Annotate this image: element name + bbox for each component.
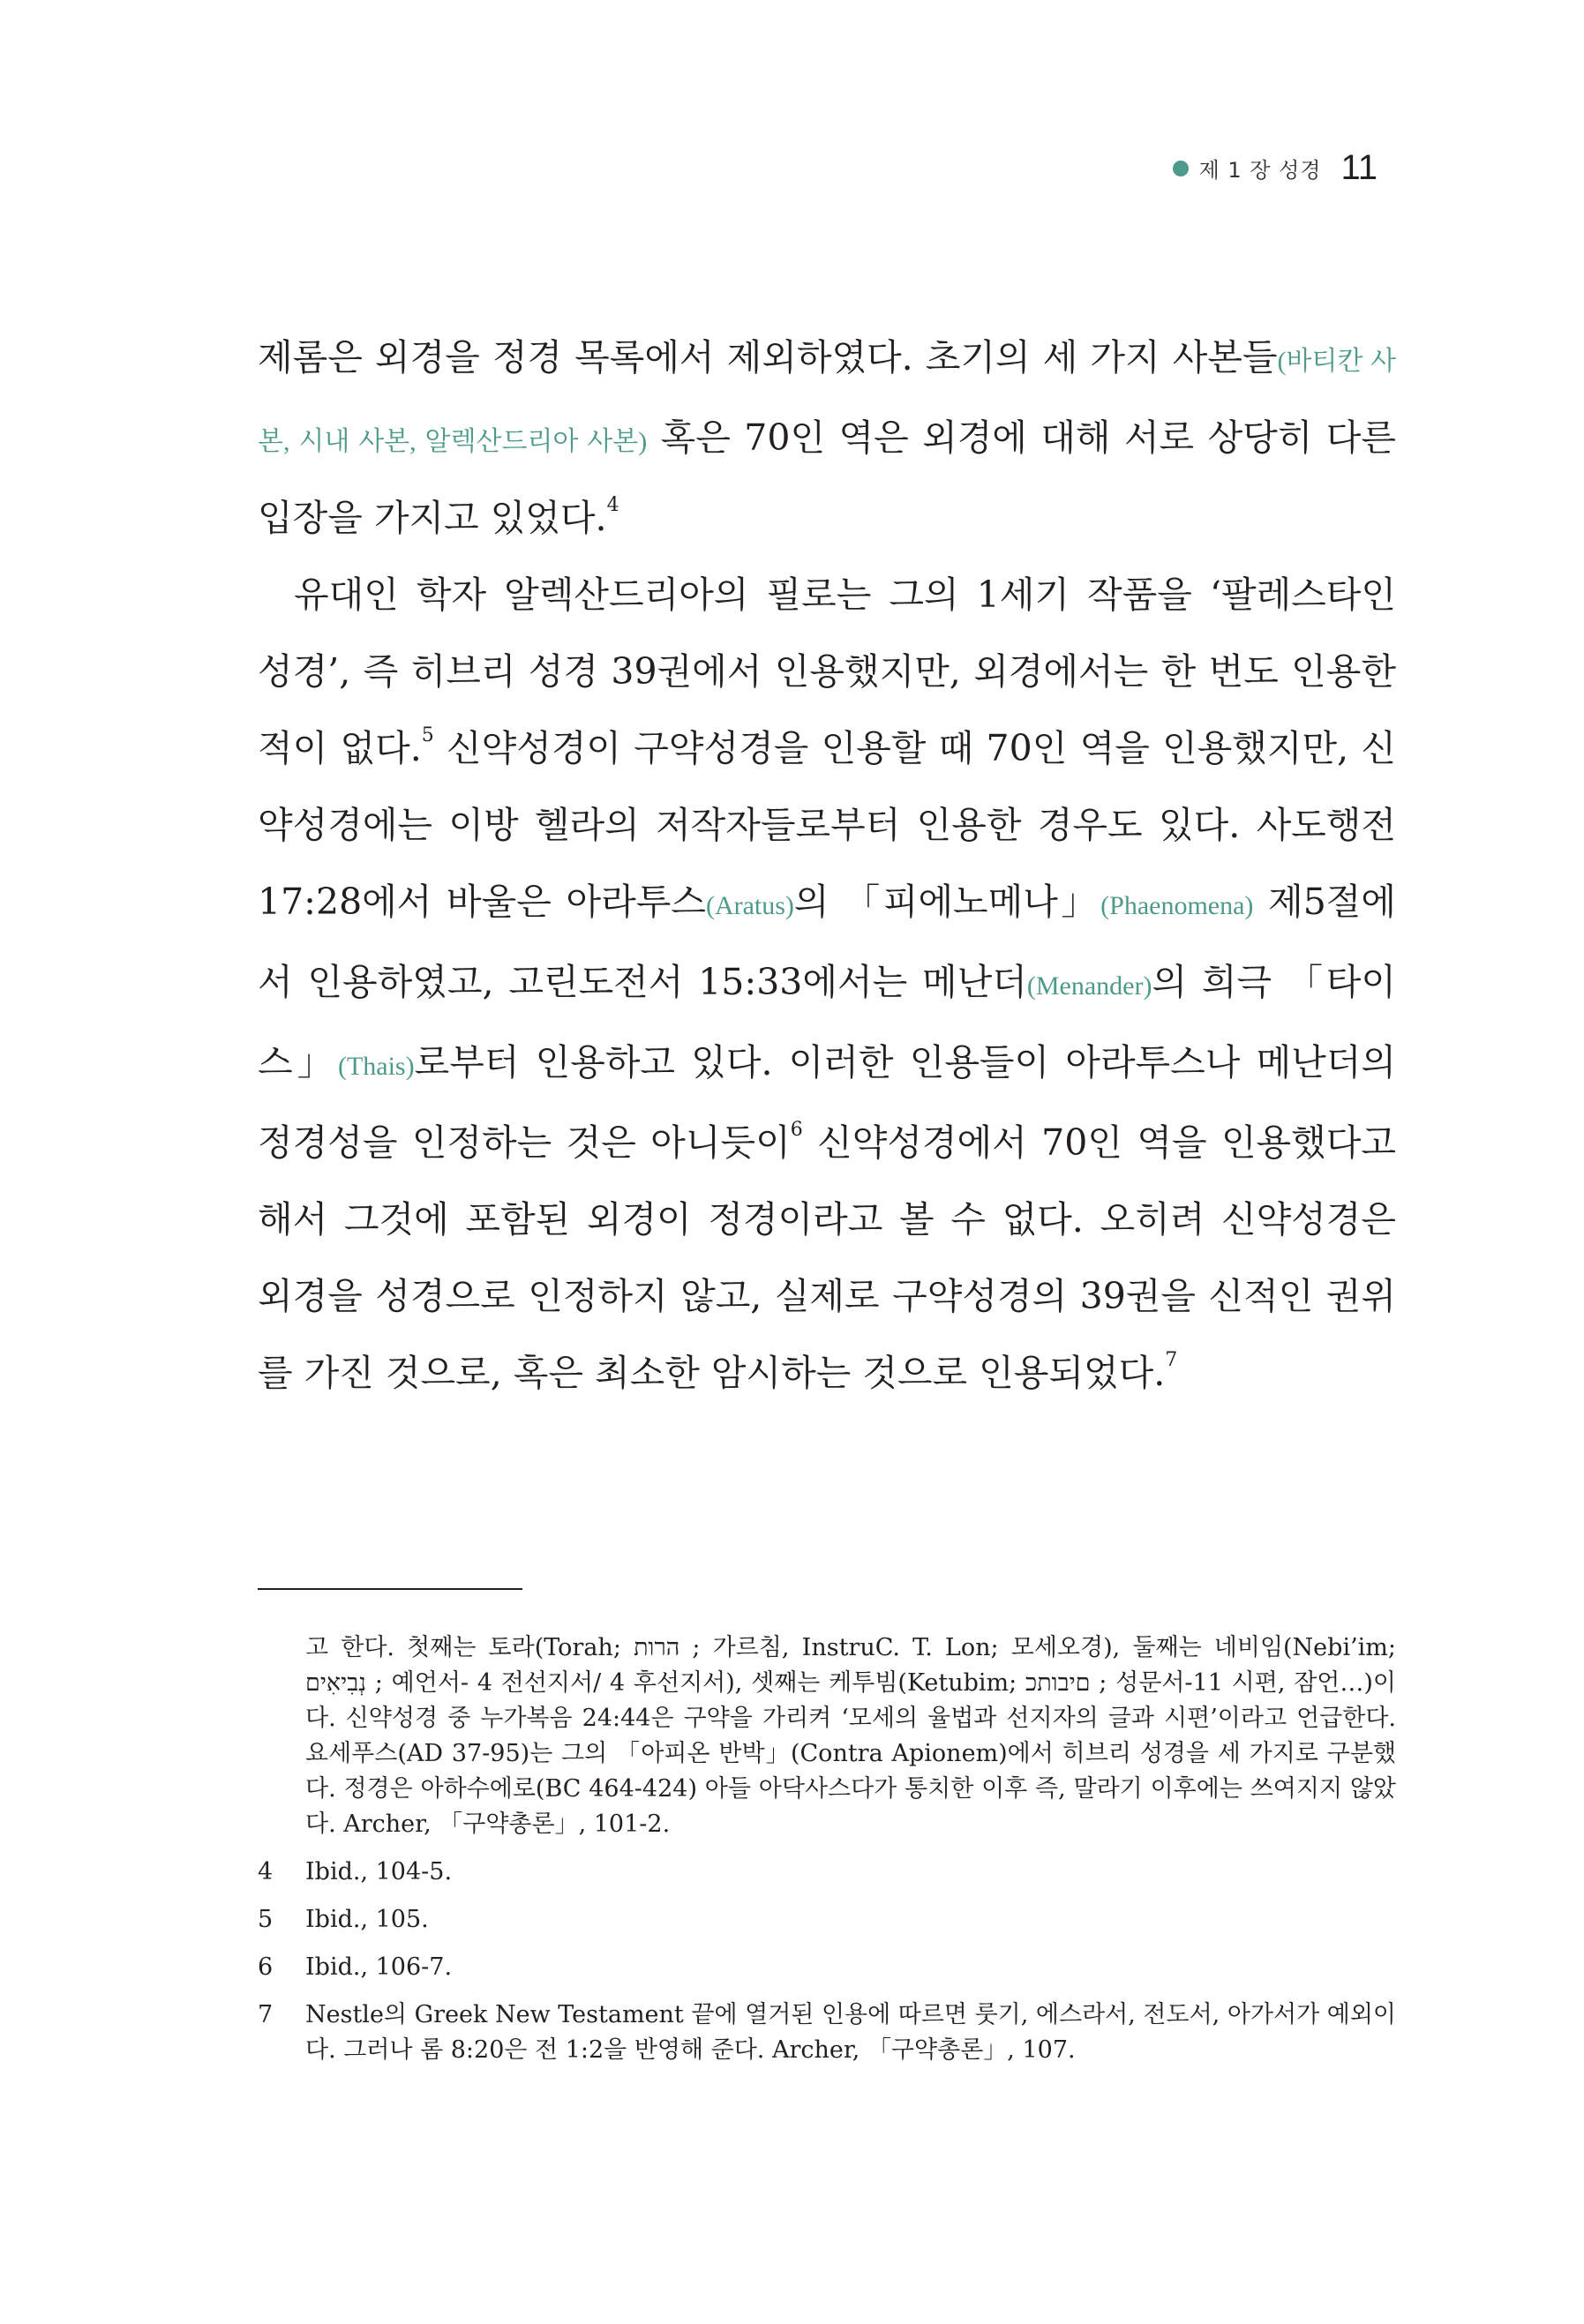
annotation: (Menander) <box>1026 971 1152 1001</box>
body-text <box>258 319 1396 1412</box>
text: 로부터 인용하고 있다. 이러한 인용들이 아라투스나 메난더의 정경성을 인정하는 것은 아니듯이 <box>258 1041 1396 1164</box>
footnote-ref-7[interactable]: 7 <box>1165 1349 1178 1371</box>
text: 유대인 학자 알렉산드리아의 필로는 그의 1세기 작품을 ‘팔레스타인 성경’, 즉 히브리 성경 39권에서 인용했지만, 외경에서는 한 번도 인용한 적이 없다. <box>258 574 1396 769</box>
text: 의 희극 「타이스」 <box>258 961 1396 1083</box>
footnotes <box>258 1631 1396 2080</box>
text: 제5절에서 인용하였고, 고린도전서 15:33에서는 메난더 <box>258 881 1396 1003</box>
footnote-5 <box>258 1902 1396 1938</box>
text: 신약성경이 구약성경을 인용할 때 70인 역을 인용했지만, 신약성경에는 이방 헬라의 저작자들로부터 인용한 경우도 있다. 사도행전 17:28에서 바울은 아라투스 <box>258 727 1396 923</box>
text: 혹은 70인 역은 외경에 대해 서로 상당히 다른 입장을 가지고 있었다. <box>258 416 1397 539</box>
footnote-number: 4 <box>258 1858 274 1885</box>
annotation: (Aratus) <box>705 891 794 920</box>
running-header <box>1173 148 1378 188</box>
footnote-7 <box>258 1998 1396 2068</box>
footnote-text: Ibid., 106-7. <box>305 1953 453 1981</box>
footnote-text: Ibid., 105. <box>305 1906 429 1933</box>
footnote-6 <box>258 1950 1396 1985</box>
footnote-text: Ibid., 104-5. <box>305 1858 453 1885</box>
page-number: 11 <box>1340 148 1378 187</box>
footnote-number: 5 <box>258 1906 274 1933</box>
footnote-ref-5[interactable]: 5 <box>421 724 434 746</box>
text: 제롬은 외경을 정경 목록에서 제외하였다. 초기의 세 가지 사본들 <box>258 336 1278 379</box>
footnote-continuation: 고 한다. 첫째는 토라(Torah; הרות ; 가르침, InstruC. T. Lon; 모세오경), 둘째는 네비임(Nebi’im; נְבִיאִים ; 예언서- 4 전선지서/ 4 후선지서), 셋째는 케투빔(Ketubim; םיבותכ ; 성문서-11 시편, 잠언…)이다. 신약성경 중 누가복음 24:44은 구약을 가리켜 ‘모세의 율법과 선지자의 글과 시편’이라고 언급한다. 요세푸스(AD 37-95)는 그의 「아피온 반박」(Contra Apionem)에서 히브리 성경을 세 가지로 구분했다. 정경은 아하수에로(BC 464-424) 아들 아닥사스다가 통치한 이후 즉, 말라기 이후에는 쓰여지지 않았다. Archer, 「구약총론」, 101-2. <box>305 1634 1396 1838</box>
bullet-dot-icon <box>1173 161 1189 176</box>
annotation: (Phaenomena) <box>1100 891 1254 920</box>
text: 신약성경에서 70인 역을 인용했다고 해서 그것에 포함된 외경이 정경이라고 볼 수 없다. 오히려 신약성경은 외경을 성경으로 인정하지 않고, 실제로 구약성경의 39권을 신적인 권위를 가진 것으로, 혹은 최소한 암시하는 것으로 인용되었다. <box>258 1121 1396 1394</box>
footnote-number: 6 <box>258 1953 274 1981</box>
annotation: (바티칸 사본, 시내 사본, 알렉산드리아 사본) <box>258 347 1396 456</box>
footnote-ref-4[interactable]: 4 <box>606 494 619 516</box>
paragraph-1 <box>258 319 1396 557</box>
footnote-ref-6[interactable]: 6 <box>790 1119 803 1141</box>
paragraph-2 <box>258 557 1396 1412</box>
footnote-number: 7 <box>258 2001 274 2028</box>
footnote-divider <box>258 1588 522 1590</box>
text: 의 「피에노메나」 <box>793 881 1101 923</box>
chapter-title: 제 1 장 성경 <box>1198 158 1322 183</box>
footnote-4 <box>258 1855 1396 1890</box>
annotation: (Thais) <box>337 1052 415 1081</box>
footnote-text: Nestle의 Greek New Testament 끝에 열거된 인용에 따르면 룻기, 에스라서, 전도서, 아가서가 예외이다. 그러나 롬 8:20은 전 1:2을 반영해 준다. Archer, 「구약총론」, 107. <box>305 2001 1396 2064</box>
